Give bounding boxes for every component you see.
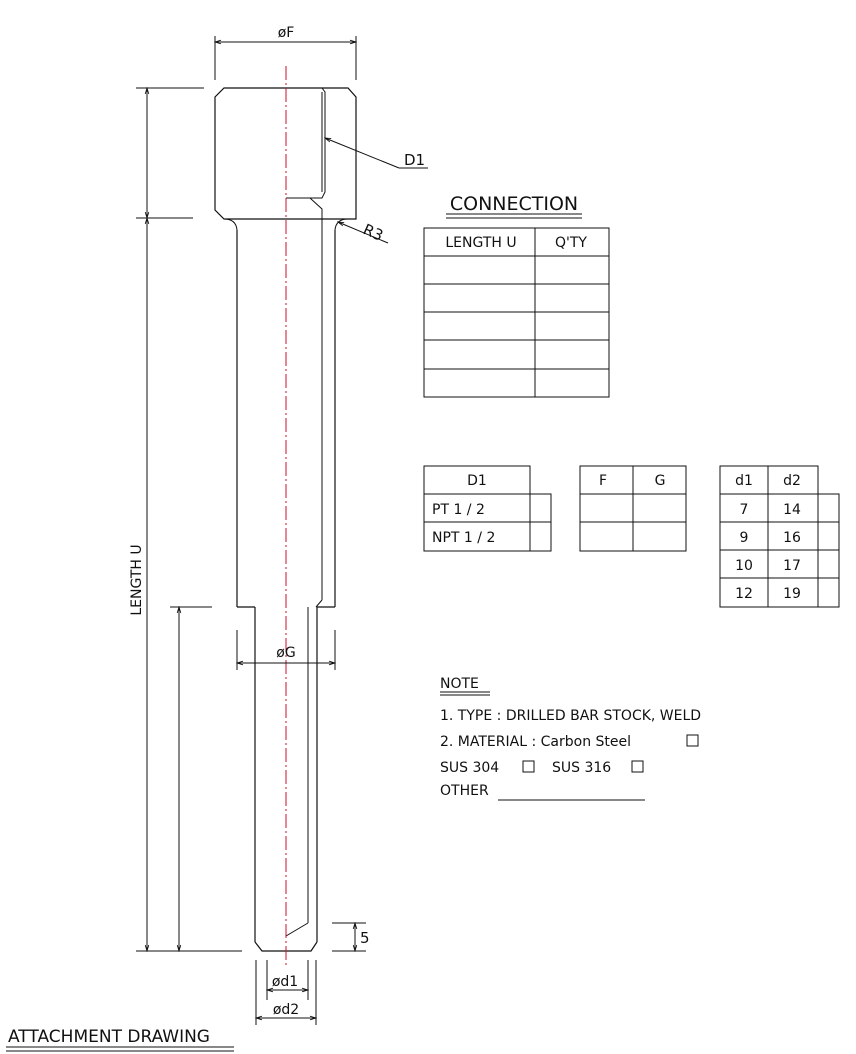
d1-table [424,466,551,551]
fg-header-f: F [598,473,608,489]
dimension-phi-d1 [267,960,308,1000]
fg-header-g: G [654,473,666,489]
carbon-steel-checkbox[interactable] [687,735,698,746]
dimension-r3-leader [338,220,388,245]
dd-cell: 9 [739,530,749,546]
note-other: OTHER [440,783,489,799]
dd-header-d2: d2 [783,473,801,489]
connection-header-length: LENGTH U [445,235,517,251]
dd-cell: 16 [783,530,801,546]
note-title: NOTE [440,676,479,692]
phi-f-label: øF [277,25,295,41]
footer [6,1027,234,1051]
dimension-phi-d2 [256,960,316,1025]
dimension-stem-length [170,607,212,951]
fg-table [580,466,686,551]
dd-cell: 17 [783,558,801,574]
sus304-checkbox[interactable] [523,761,534,772]
note-block [440,676,701,800]
phi-d1-label: ød1 [271,974,299,990]
dimension-tip [332,923,370,951]
phi-d2-label: ød2 [272,1002,300,1018]
dd-cell: 7 [739,502,749,518]
note-sus316: SUS 316 [552,760,612,776]
footer-title: ATTACHMENT DRAWING [8,1027,210,1047]
connection-table [424,193,609,397]
d1-table-header: D1 [467,473,487,489]
connection-header-qty: Q'TY [555,235,587,251]
phi-g-label: øG [276,645,296,661]
dimension-head-height [136,88,204,218]
tip-label: 5 [360,929,370,947]
dd-cell: 12 [735,586,753,602]
note-sus304: SUS 304 [440,760,500,776]
d1-row-npt: NPT 1 / 2 [432,530,496,546]
dd-cell: 19 [783,586,801,602]
length-u-label: LENGTH U [129,544,145,616]
dd-table [720,466,839,607]
connection-title: CONNECTION [449,193,579,215]
dd-header-d1: d1 [735,473,753,489]
dd-cell: 14 [783,502,801,518]
note-line-type: 1. TYPE : DRILLED BAR STOCK, WELD [440,708,702,724]
note-line-material: 2. MATERIAL : Carbon Steel [440,734,632,750]
dimension-d1-leader [325,138,428,169]
d1-label: D1 [404,151,426,169]
d1-row-pt: PT 1 / 2 [432,502,485,518]
sus316-checkbox[interactable] [632,761,643,772]
dimension-length-u [129,218,242,951]
r3-label: R3 [360,220,386,245]
dd-cell: 10 [735,558,753,574]
